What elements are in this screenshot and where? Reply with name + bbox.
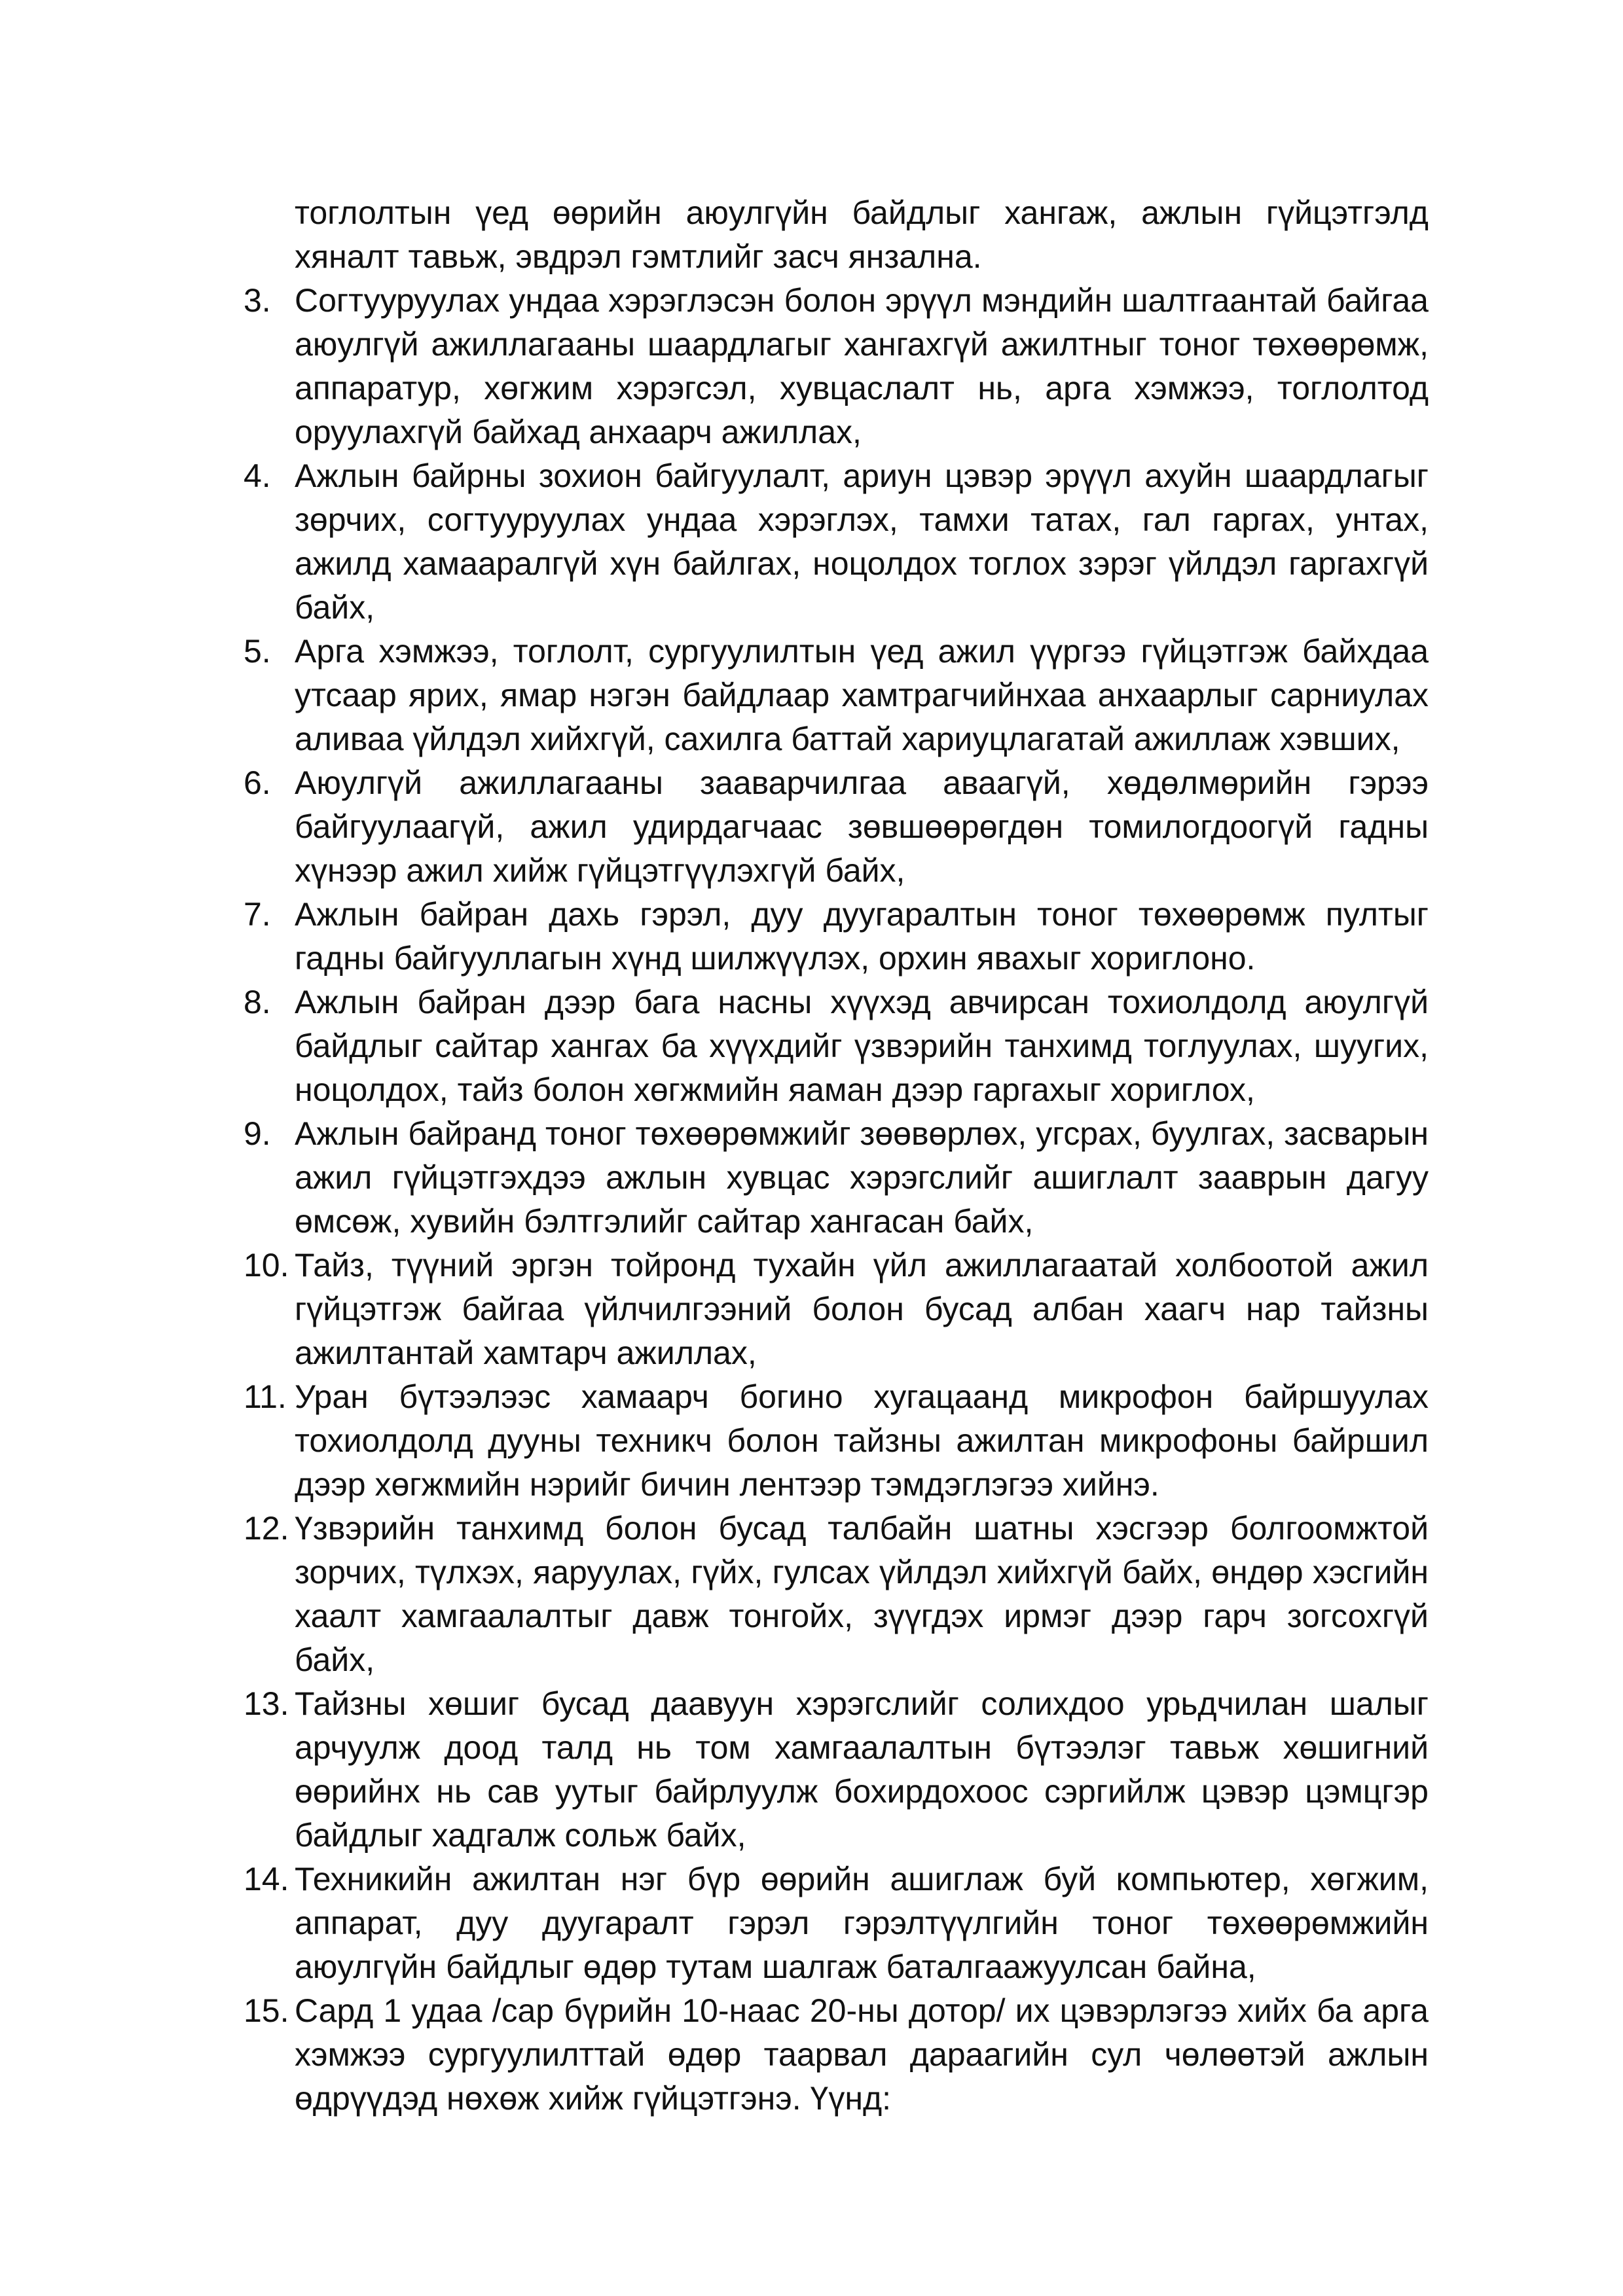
list-item-number: 3. bbox=[244, 282, 271, 319]
list-item-text: Уран бүтээлээс хамаарч богино хугацаанд микрофон байршуулах тохиолдолд дууны техникч болон тайзны ажилтан микрофоны байршил дээр хөгжмийн нэрийг бичин лентээр тэмдэглэгээ хийнэ. bbox=[295, 1378, 1429, 1503]
list-item-text: Сард 1 удаа /сар бүрийн 10-наас 20-ны дотор/ их цэвэрлэгээ хийх ба арга хэмжээ сургуулилттай өдөр таарвал дараагийн сул чөлөөтэй ажлын өдрүүдэд нөхөж хийж гүйцэтгэнэ. Үүнд: bbox=[295, 1992, 1429, 2117]
list-item-text: Арга хэмжээ, тоглолт, сургуулилтын үед ажил үүргээ гүйцэтгэж байхдаа утсаар ярих, ямар нэгэн байдлаар хамтрагчийнхаа анхаарлыг сарниулах аливаа үйлдэл хийхгүй, сахилга баттай хариуцлагатай ажиллаж хэвших, bbox=[295, 633, 1429, 757]
list-item bbox=[244, 1507, 1429, 1682]
list-item bbox=[244, 630, 1429, 761]
list-item-text: Ажлын байрны зохион байгуулалт, ариун цэвэр эрүүл ахуйн шаардлагыг зөрчих, согтууруулах ундаа хэрэглэх, тамхи татах, гал гаргах, унтах, ажилд хамааралгүй хүн байлгах, ноцолдох тоглох зэрэг үйлдэл гаргахгүй байх, bbox=[295, 457, 1429, 626]
list-item-number: 6. bbox=[244, 764, 271, 801]
list-item-number: 15. bbox=[244, 1992, 289, 2029]
list-item bbox=[244, 1682, 1429, 1857]
list-item bbox=[244, 454, 1429, 630]
list-item-number: 8. bbox=[244, 984, 271, 1020]
list-item-text: Ажлын байран дээр бага насны хүүхэд авчирсан тохиолдолд аюулгүй байдлыг сайтар хангах ба хүүхдийг үзвэрийн танхимд тоглуулах, шуугих, ноцолдох, тайз болон хөгжмийн яаман дээр гаргахыг хориглох, bbox=[295, 984, 1429, 1108]
list-item bbox=[244, 1112, 1429, 1244]
list-item bbox=[244, 893, 1429, 980]
list-item bbox=[244, 980, 1429, 1112]
list-item-number: 7. bbox=[244, 896, 271, 933]
document-body bbox=[244, 191, 1429, 2121]
list-item-number: 12. bbox=[244, 1510, 289, 1547]
list-item-number: 14. bbox=[244, 1861, 289, 1897]
list-item-number: 9. bbox=[244, 1115, 271, 1152]
list-item-text: Ажлын байранд тоног төхөөрөмжийг зөөвөрлөх, угсрах, буулгах, засварын ажил гүйцэтгэхдээ ажлын хувцас хэрэгслийг ашиглалт зааврын дагуу өмсөж, хувийн бэлтгэлийг сайтар хангасан байх, bbox=[295, 1115, 1429, 1240]
list-item-text: Аюулгүй ажиллагааны зааварчилгаа аваагүй, хөдөлмөрийн гэрээ байгуулаагүй, ажил удирдагчаас зөвшөөрөгдөн томилогдоогүй гадны хүнээр ажил хийж гүйцэтгүүлэхгүй байх, bbox=[295, 764, 1429, 889]
list-item bbox=[244, 1375, 1429, 1507]
list-item-text: Ажлын байран дахь гэрэл, дуу дуугаралтын тоног төхөөрөмж пултыг гадны байгууллагын хүнд шилжүүлэх, орхин явахыг хориглоно. bbox=[295, 896, 1429, 977]
list-item bbox=[244, 279, 1429, 454]
list-item-number: 11. bbox=[244, 1378, 287, 1415]
continuation-paragraph: тоглолтын үед өөрийн аюулгүйн байдлыг хангаж, ажлын гүйцэтгэлд хяналт тавьж, эвдрэл гэмтлийг засч янзална. bbox=[295, 194, 1429, 275]
list-item-text: Тайз, түүний эргэн тойронд тухайн үйл ажиллагаатай холбоотой ажил гүйцэтгэж байгаа үйлчилгээний болон бусад албан хаагч нар тайзны ажилтантай хамтарч ажиллах, bbox=[295, 1247, 1429, 1371]
list-item-text: Үзвэрийн танхимд болон бусад талбайн шатны хэсгээр болгоомжтой зорчих, түлхэх, яаруулах, гүйх, гулсах үйлдэл хийхгүй байх, өндөр хэсгийн хаалт хамгаалалтыг давж тонгойх, зүүгдэх ирмэг дээр гарч зогсохгүй байх, bbox=[295, 1510, 1429, 1678]
list-item bbox=[244, 761, 1429, 893]
list-item bbox=[244, 1857, 1429, 1989]
list-item-text: Техникийн ажилтан нэг бүр өөрийн ашиглаж буй компьютер, хөгжим, аппарат, дуу дуугаралт гэрэл гэрэлтүүлгийн тоног төхөөрөмжийн аюулгүйн байдлыг өдөр тутам шалгаж баталгаажуулсан байна, bbox=[295, 1861, 1429, 1985]
list-item bbox=[244, 1244, 1429, 1375]
list-item-number: 13. bbox=[244, 1685, 289, 1722]
list-item-text: Тайзны хөшиг бусад даавуун хэрэгслийг солихдоо урьдчилан шалыг арчуулж доод талд нь том хамгаалалтын бүтээлэг тавьж хөшигний өөрийнх нь сав уутыг байрлуулж бохирдохоос сэргийлж цэвэр цэмцгэр байдлыг хадгалж сольж байх, bbox=[295, 1685, 1429, 1854]
list-item bbox=[244, 1989, 1429, 2121]
list-item-number: 4. bbox=[244, 457, 271, 494]
list-item-number: 10. bbox=[244, 1247, 289, 1283]
list-item-number: 5. bbox=[244, 633, 271, 670]
list-item-text: Согтууруулах ундаа хэрэглэсэн болон эрүүл мэндийн шалтгаантай байгаа аюулгүй ажиллагааны шаардлагыг хангахгүй ажилтныг тоног төхөөрөмж, аппаратур, хөгжим хэрэгсэл, хувцаслалт нь, арга хэмжээ, тоглолтод оруулахгүй байхад анхаарч ажиллах, bbox=[295, 282, 1429, 450]
